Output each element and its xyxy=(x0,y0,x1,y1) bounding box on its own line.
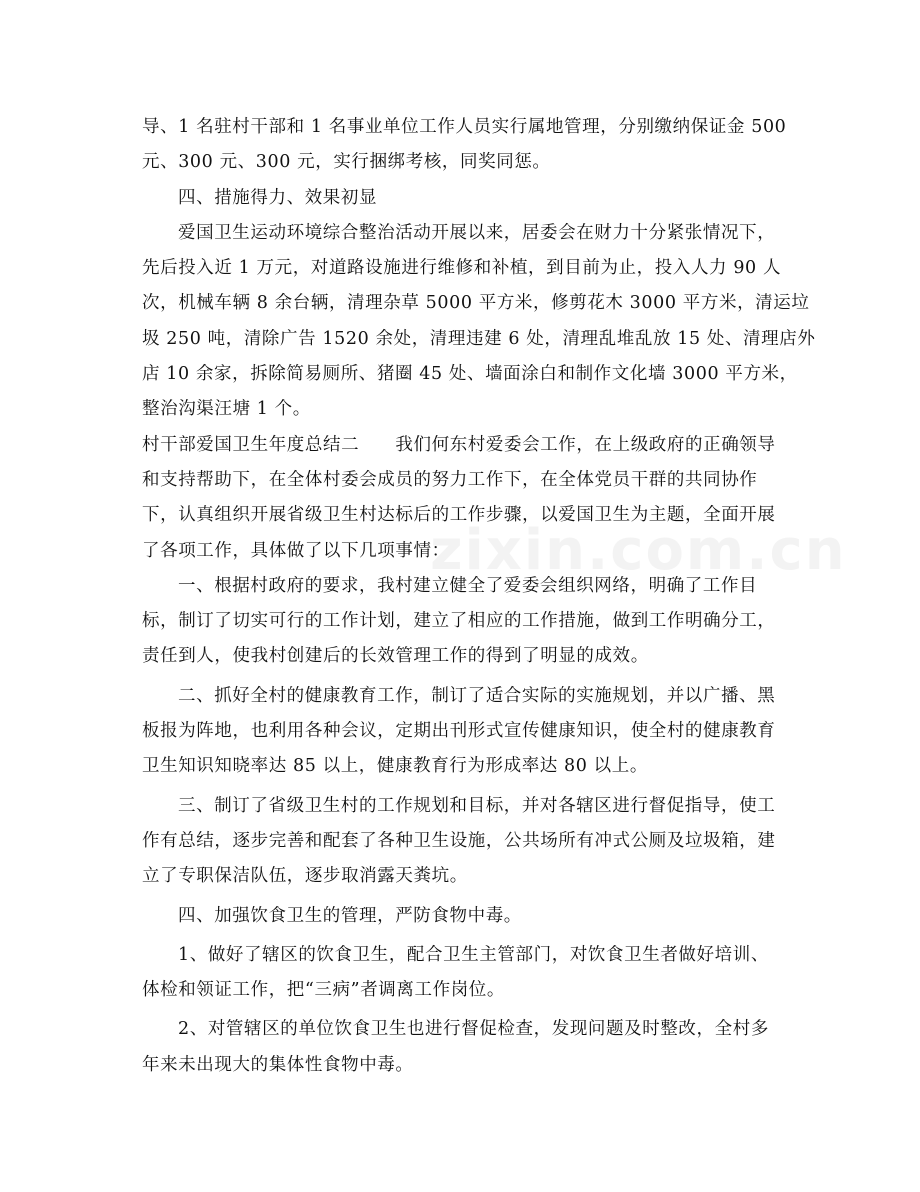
text-line: 卫生知识知晓率达 85 以上，健康教育行为形成率达 80 以上。 xyxy=(142,756,648,777)
text-line: 二、抓好全村的健康教育工作，制订了适合实际的实施规划，并以广播、黑 xyxy=(178,685,776,706)
text-line: 元、300 元、300 元，实行捆绑考核，同奖同惩。 xyxy=(142,152,551,173)
text-line: 先后投入近 1 万元，对道路设施进行维修和补植，到目前为止，投入人力 90 人 xyxy=(142,258,782,279)
text-line: 店 10 余家，拆除简易厕所、猪圈 45 处、墙面涂白和制作文化墙 3000 平方米， xyxy=(142,364,798,385)
text-line: 一、根据村政府的要求，我村建立健全了爱委会组织网络，明确了工作目 xyxy=(178,575,758,596)
text-line: 责任到人，使我村创建后的长效管理工作的得到了明显的成效。 xyxy=(142,646,649,667)
text-line: 年来未出现大的集体性食物中毒。 xyxy=(142,1054,414,1075)
text-line: 次，机械车辆 8 余台辆，清理杂草 5000 平方米，修剪花木 3000 平方米，清运垃 xyxy=(142,293,810,314)
text-line: 三、制订了省级卫生村的工作规划和目标，并对各辖区进行督促指导，使工 xyxy=(178,795,776,816)
text-line: 1、做好了辖区的饮食卫生，配合卫生主管部门，对饮食卫生者做好培训、 xyxy=(178,944,769,965)
watermark: zixin.com.cn xyxy=(430,518,847,583)
document-body xyxy=(142,110,816,1083)
text-line: 标，制订了切实可行的工作计划，建立了相应的工作措施，做到工作明确分工， xyxy=(142,611,776,632)
text-line: 作有总结，逐步完善和配套了各种卫生设施，公共场所有冲式公厕及垃圾箱，建 xyxy=(142,830,776,851)
text-line: 整治沟渠汪塘 1 个。 xyxy=(142,399,311,420)
text-line: 导、1 名驻村干部和 1 名事业单位工作人员实行属地管理，分别缴纳保证金 500 xyxy=(142,117,787,137)
text-line: 了各项工作，具体做了以下几项事情： xyxy=(142,540,450,561)
text-line: 立了专职保洁队伍，逐步取消露天粪坑。 xyxy=(142,866,468,887)
text-line: 体检和领证工作，把“三病”者调离工作岗位。 xyxy=(142,980,505,1001)
text-line: 2、对管辖区的单位饮食卫生也进行督促检查，发现问题及时整改，全村多 xyxy=(178,1019,769,1040)
text-line: 下，认真组织开展省级卫生村达标后的工作步骤，以爱国卫生为主题，全面开展 xyxy=(142,505,776,526)
text-line: 板报为阵地，也利用各种会议，定期出刊形式宣传健康知识，使全村的健康教育 xyxy=(142,721,776,742)
section-heading: 四、加强饮食卫生的管理，严防食物中毒。 xyxy=(178,905,522,926)
section-heading: 四、措施得力、效果初显 xyxy=(178,187,378,208)
document-subtitle-line: 村干部爱国卫生年度总结二 我们何东村爱委会工作，在上级政府的正确领导 xyxy=(142,434,776,455)
text-line: 圾 250 吨，清除广告 1520 余处，清理违建 6 处，清理乱堆乱放 15 处、清理店外 xyxy=(142,328,816,349)
text-line: 爱国卫生运动环境综合整治活动开展以来，居委会在财力十分紧张情况下， xyxy=(178,222,776,243)
text-line: 和支持帮助下，在全体村委会成员的努力工作下，在全体党员干群的共同协作 xyxy=(142,469,758,490)
